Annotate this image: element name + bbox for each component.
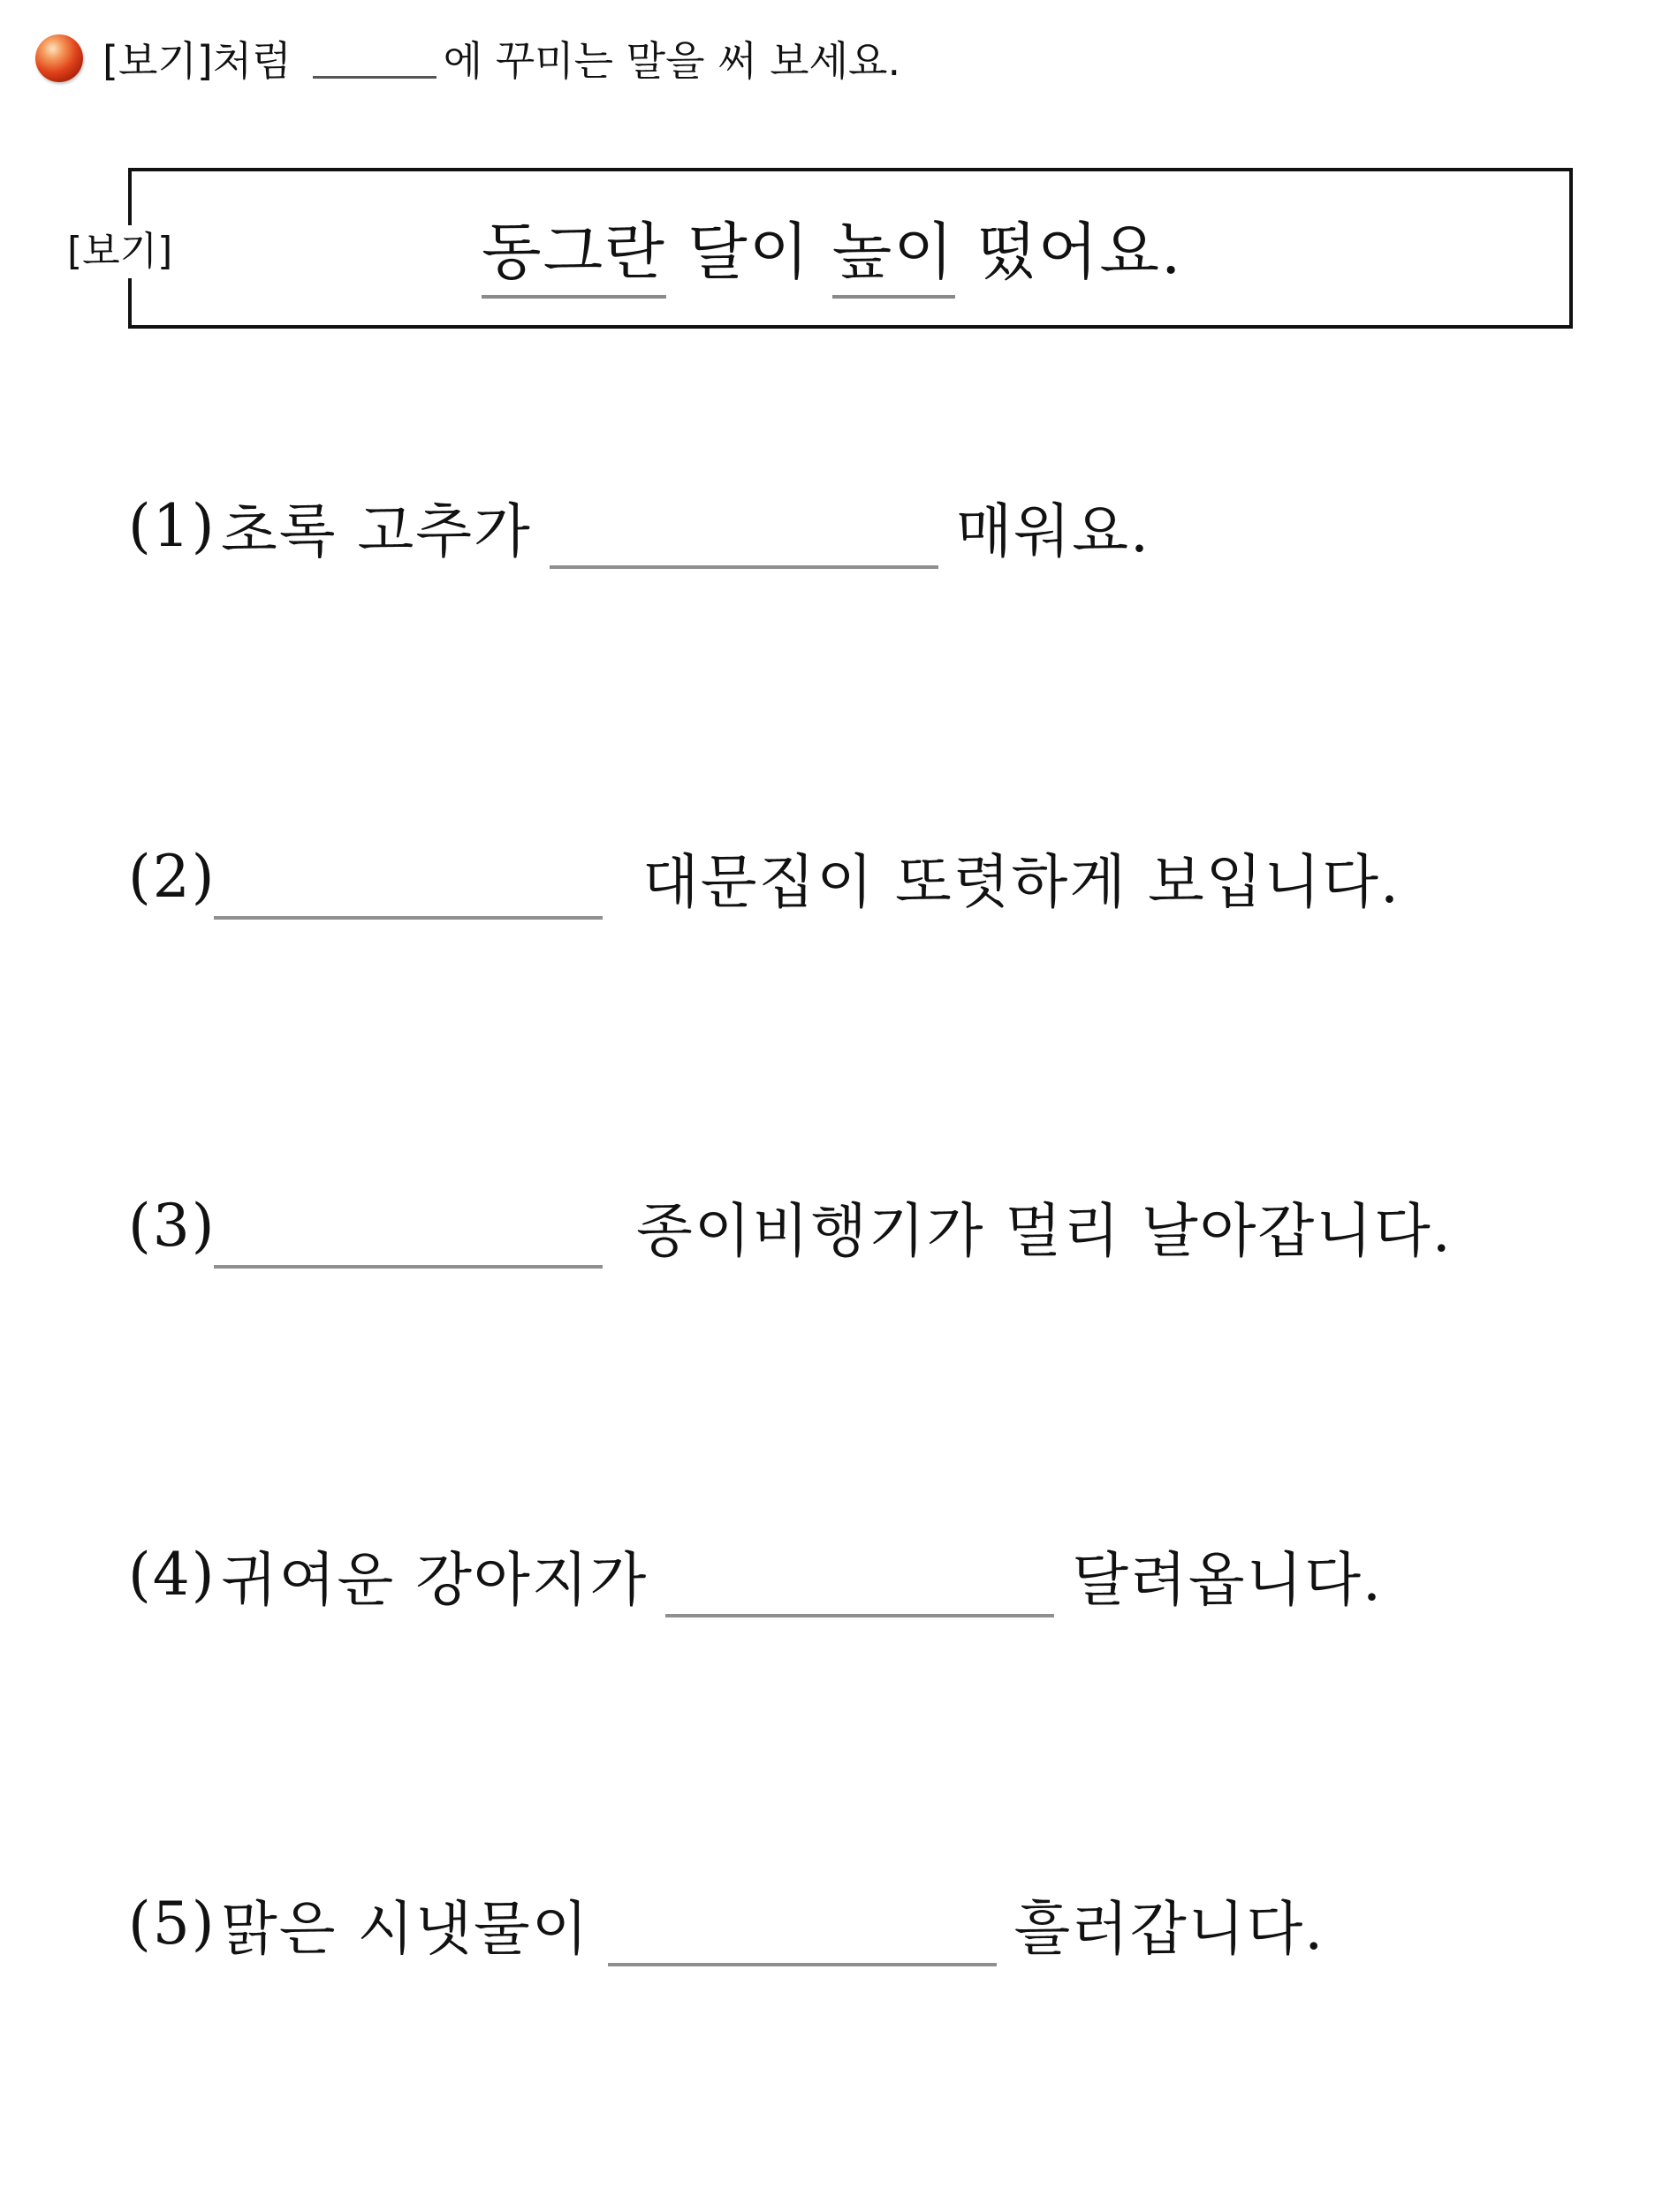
question-text-after: 매워요. (955, 497, 1151, 565)
question-number: (1) (128, 492, 216, 560)
example-word-subject: 달이 (687, 216, 811, 288)
example-word-modifier-2: 높이 (832, 212, 955, 299)
question-number: (3) (128, 1192, 216, 1260)
answer-blank[interactable] (550, 565, 938, 569)
example-space (810, 216, 831, 288)
question-text-before: 초록 고추가 (221, 497, 532, 565)
instruction-blank (313, 32, 436, 79)
question-text-after: 종이비행기가 멀리 날아갑니다. (636, 1197, 1453, 1265)
question-number: (2) (128, 843, 216, 911)
question-5 (128, 1882, 1325, 1966)
question-4 (128, 1533, 1383, 1617)
question-text-after: 흘러갑니다. (1013, 1895, 1325, 1963)
answer-blank[interactable] (214, 1265, 603, 1269)
example-sentence (482, 212, 1182, 299)
question-3 (128, 1184, 1453, 1268)
question-1 (128, 484, 1150, 568)
answer-blank[interactable] (665, 1614, 1054, 1617)
question-text-after: 달려옵니다. (1072, 1546, 1384, 1614)
example-label: [보기] (64, 225, 176, 278)
answer-blank[interactable] (608, 1963, 997, 1966)
question-text-before: 맑은 시냇물이 (221, 1895, 590, 1963)
instruction-text-after: 에 꾸미는 말을 써 보세요. (443, 37, 901, 85)
example-space (666, 216, 687, 288)
question-number: (5) (128, 1890, 216, 1958)
answer-blank[interactable] (214, 916, 603, 920)
question-text-before: 귀여운 강아지가 (221, 1546, 649, 1614)
instruction-text-before: [보기]처럼 (102, 37, 292, 85)
question-2 (128, 835, 1401, 919)
red-ball-icon (35, 34, 83, 82)
example-word-verb: 떴어요. (954, 216, 1183, 288)
question-text-after: 대문집이 또렷하게 보입니다. (642, 848, 1401, 916)
example-word-modifier-1: 동그란 (482, 212, 666, 299)
instruction (35, 25, 900, 92)
question-number: (4) (128, 1541, 216, 1609)
